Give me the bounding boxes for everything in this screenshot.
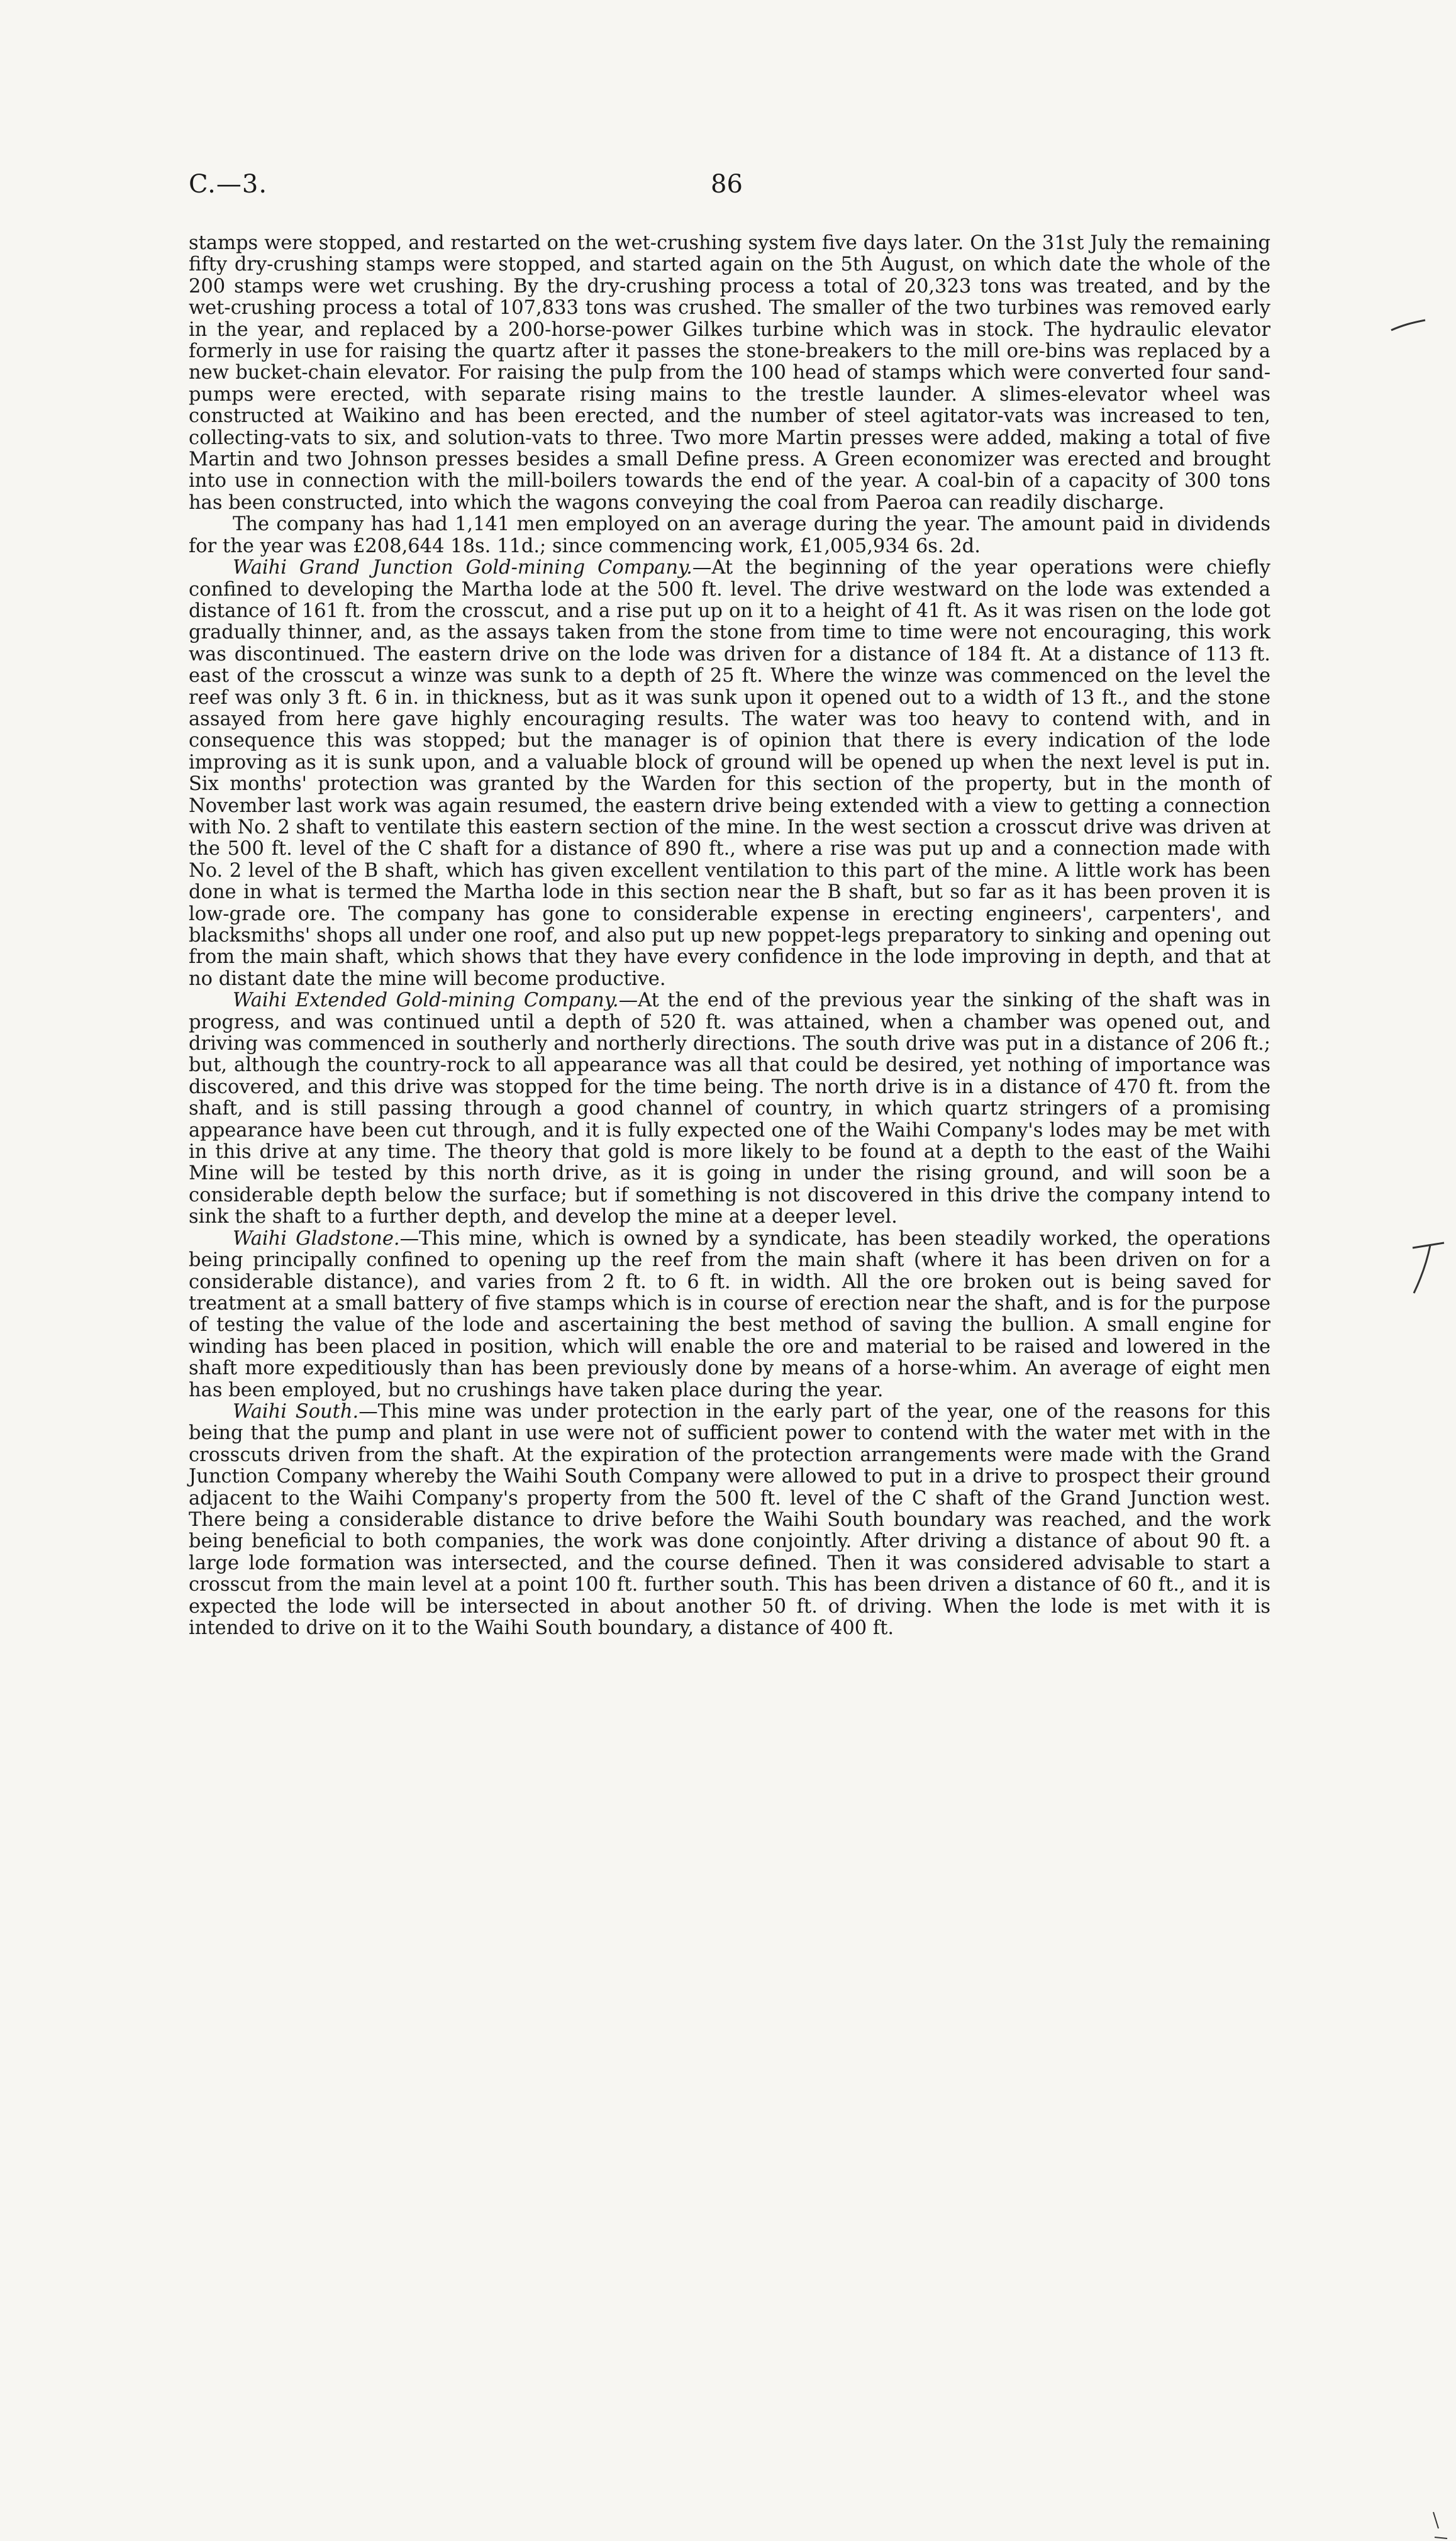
paragraph-waihi-south bbox=[189, 1401, 1270, 1639]
paragraph-text: —At the end of the previous year the sinking of the shaft was in progress, and was continued until a depth of 520 ft. was attained, when a chamber was opened out, and driving was commenced in southerly and northerly directions. The south drive was put in a distance of 206 ft.; but, although the country-rock to all appearance was all that could be desired, yet nothing of importance was discovered, and this drive was stopped for the time being. The north drive is in a distance of 470 ft. from the shaft, and is still passing through a good channel of country, in which quartz stringers of a promising appearance have been cut through, and it is fully expected one of the Waihi Company's lodes may be met with in this drive at any time. The theory that gold is more likely to be found at a depth to the east of the Waihi Mine will be tested by this north drive, as it is going in under the rising ground, and will soon be a considerable depth below the surface; but if something is not discovered in this drive the company intend to sink the shaft to a further depth, and develop the mine at a deeper level. bbox=[189, 989, 1270, 1228]
paragraph-text: The company has had 1,141 men employed on an average during the year. The amount paid in dividends for the year was £208,644 18s. 11d.; since commencing work, £1,005,934 6s. 2d. bbox=[189, 513, 1270, 557]
paragraph-text: stamps were stopped, and restarted on the wet-crushing system five days later. On the 31st July the remaining fifty dry-crushing stamps were stopped, and started again on the 5th August, on which date the whole of the 200 stamps were wet crushing. By the dry-crushing process a total of 20,323 tons was treated, and by the wet-crushing process a total of 107,833 tons was crushed. The smaller of the two turbines was removed early in the year, and replaced by a 200-horse-power Gilkes turbine which was in stock. The hydraulic elevator formerly in use for raising the quartz after it passes the stone-breakers to the mill ore-bins was replaced by a new bucket-chain elevator. For raising the pulp from the 100 head of stamps which were converted four sand-pumps were erected, with separate rising mains to the trestle launder. A slimes-elevator wheel was constructed at Waikino and has been erected, and the number of steel agitator-vats was increased to ten, collecting-vats to six, and solution-vats to three. Two more Martin presses were added, making a total of five Martin and two Johnson presses besides a small Define press. A Green economizer was erected and brought into use in connection with the mill-boilers towards the end of the year. A coal-bin of a capacity of 300 tons has been constructed, into which the wagons conveying the coal from Paeroa can readily discharge. bbox=[189, 232, 1270, 514]
document-code: C.—3. bbox=[189, 170, 268, 199]
page-number: 86 bbox=[711, 170, 743, 199]
margin-tick-mark-bottom bbox=[1431, 2510, 1450, 2541]
paragraph-dividends bbox=[189, 514, 1270, 557]
margin-tick-mark-middle bbox=[1409, 1239, 1447, 1296]
paragraph-text: —This mine, which is owned by a syndicate, has been steadily worked, the operations being principally confined to opening up the reef from the main shaft (where it has been driven on for a considerable distance), and varies from 2 ft. to 6 ft. in width. All the ore broken out is being saved for treatment at a small battery of five stamps which is in course of erection near the shaft, and is for the purpose of testing the value of the lode and ascertaining the best method of saving the bullion. A small engine for winding has been placed in position, which will enable the ore and material to be raised and lowered in the shaft more expeditiously than has been previously done by means of a horse-whim. An average of eight men has been employed, but no crushings have taken place during the year. bbox=[189, 1227, 1270, 1401]
body-text bbox=[189, 233, 1270, 1639]
section-heading: Waihi Grand Junction Gold-mining Company. bbox=[233, 557, 692, 579]
paragraph-text: —This mine was under protection in the early part of the year, one of the reasons for this being that the pump and plant in use were not of sufficient power to contend with the water met with in the crosscuts driven from the shaft. At the expiration of the protection arrangements were made with the Grand Junction Company whereby the Waihi South Company were allowed to put in a drive to prospect their ground adjacent to the Waihi Company's property from the 500 ft. level of the C shaft of the Grand Junction west. There being a considerable distance to drive before the Waihi South boundary was reached, and the work being beneficial to both companies, the work was done conjointly. After driving a distance of about 90 ft. a large lode formation was intersected, and the course defined. Then it was considered advisable to start a crosscut from the main level at a point 100 ft. further south. This has been driven a distance of 60 ft., and it is expected the lode will be intersected in about another 50 ft. of driving. When the lode is met with it is intended to drive on it to the Waihi South boundary, a distance of 400 ft. bbox=[189, 1400, 1270, 1639]
margin-tick-mark-top bbox=[1390, 318, 1428, 336]
paragraph-text: —At the beginning of the year operations were chiefly confined to developing the Martha lode at the 500 ft. level. The drive westward on the lode was extended a distance of 161 ft. from the crosscut, and a rise put up on it to a height of 41 ft. As it was risen on the lode got gradually thinner, and, as the assays taken from the stone from time to time were not encouraging, this work was discontinued. The eastern drive on the lode was driven for a distance of 184 ft. At a distance of 113 ft. east of the crosscut a winze was sunk to a depth of 25 ft. Where the winze was commenced on the level the reef was only 3 ft. 6 in. in thickness, but as it was sunk upon it opened out to a width of 13 ft., and the stone assayed from here gave highly encouraging results. The water was too heavy to contend with, and in consequence this was stopped; but the manager is of opinion that there is every indication of the lode improving as it is sunk upon, and a valuable block of ground will be opened up when the next level is put in. Six months' protection was granted by the Warden for this section of the property, but in the month of November last work was again resumed, the eastern drive being extended with a view to getting a connection with No. 2 shaft to ventilate this eastern section of the mine. In the west section a crosscut drive was driven at the 500 ft. level of the C shaft for a distance of 890 ft., where a rise was put up and a connection made with No. 2 level of the B shaft, which has given excellent ventilation to this part of the mine. A little work has been done in what is termed the Martha lode in this section near the B shaft, but so far as it has been proven it is low-grade ore. The company has gone to considerable expense in erecting engineers', carpenters', and blacksmiths' shops all under one roof, and also put up new poppet-legs preparatory to sinking and opening out from the main shaft, which shows that they have every confidence in the lode improving in depth, and that at no distant date the mine will become productive. bbox=[189, 557, 1270, 990]
section-heading: Waihi Extended Gold-mining Company. bbox=[233, 989, 619, 1012]
section-heading: Waihi Gladstone. bbox=[233, 1227, 400, 1250]
section-heading: Waihi South. bbox=[233, 1400, 359, 1423]
paragraph-continued bbox=[189, 233, 1270, 514]
page-header bbox=[189, 170, 1270, 208]
paragraph-waihi-gladstone bbox=[189, 1228, 1270, 1401]
document-page bbox=[189, 170, 1270, 1639]
paragraph-waihi-extended bbox=[189, 990, 1270, 1228]
paragraph-grand-junction bbox=[189, 557, 1270, 990]
